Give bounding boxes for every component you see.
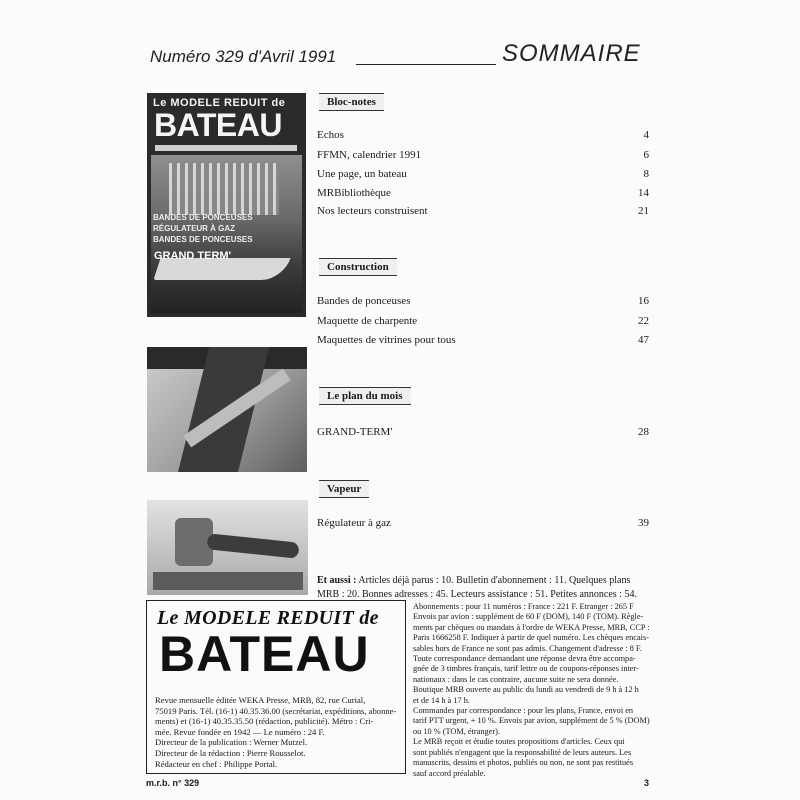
toc-entry[interactable] [317, 203, 649, 219]
toc-title: Echos [317, 129, 344, 141]
toc-entry[interactable] [317, 332, 649, 348]
masthead-line: 75019 Paris. Tél. (16-1) 40.35.36.00 (secrétariat, expéditions, abonne- [155, 705, 397, 716]
issue-label: Numéro 329 d'Avril 1991 [150, 47, 337, 66]
footer-issue: m.r.b. n° 329 [146, 778, 200, 788]
toc-entry[interactable] [317, 185, 649, 201]
gas-regulator-photo [147, 500, 308, 595]
masthead-line: Directeur de la publication : Werner Mutzel. [155, 737, 308, 748]
info-line: ou 10 % (TOM, étranger). [413, 726, 500, 736]
info-line: nationaux : dans le cas contraire, aucune suite ne sera donnée. [413, 674, 619, 684]
sanding-belt-photo [147, 347, 307, 472]
masthead-text [155, 695, 397, 769]
info-line: Le MRB reçoit et étudie toutes propositions d'articles. Ceux qui [413, 737, 625, 747]
masthead-line: Directeur de la rédaction : Pierre Rousselot. [155, 747, 306, 758]
info-line: tarif PTT urgent, + 10 %. Envois par avion, supplément de 5 % (DOM) [413, 716, 650, 726]
info-line: Abonnements : pour 11 numéros : France : 221 F. Etranger : 265 F [413, 602, 634, 611]
info-line: Envois par avion : supplément de 60 F (DOM), 140 F (TOM). Règle- [413, 612, 644, 622]
info-line: sables hors de France ne sont pas admis. Changement d'adresse : 8 F. [413, 643, 642, 653]
cover-strip [155, 145, 297, 151]
info-line: Commandes par correspondance : pour les plans, France, envoi en [413, 706, 634, 716]
toc-entry[interactable] [317, 313, 649, 329]
toc-page: 8 [643, 168, 649, 180]
cover-image [147, 93, 306, 317]
toc-page: 47 [638, 334, 649, 346]
toc-title: Bandes de ponceuses [317, 295, 411, 307]
subscription-info [413, 602, 651, 779]
info-line: manuscrits, dessins et photos, publiés ou non, ne sont pas restitués [413, 758, 634, 768]
photo-pipe [206, 533, 299, 559]
toc-title: Maquette de charpente [317, 315, 418, 327]
et-aussi [317, 574, 652, 602]
masthead-line: mée. Revue fondée en 1942 — Le numéro : 24 F. [155, 726, 325, 737]
toc-page: 39 [638, 517, 649, 529]
toc-title: Régulateur à gaz [317, 517, 391, 529]
toc-title: MRBibliothèque [317, 187, 391, 199]
toc-entry[interactable] [317, 147, 649, 163]
cover-line: BANDES DE PONCEUSES [153, 235, 253, 244]
info-line: sauf accord préalable. [413, 768, 486, 778]
masthead-line1: Le MODELE REDUIT de [157, 607, 379, 629]
header-rule [356, 64, 496, 65]
et-aussi-label: Et aussi : [317, 575, 357, 586]
toc-page: 16 [638, 295, 649, 307]
page-number: 3 [644, 778, 650, 788]
toc-entry[interactable] [317, 166, 649, 182]
page-title: SOMMAIRE [502, 40, 641, 67]
masthead-logo: BATEAU [159, 626, 370, 682]
masthead-box [146, 600, 406, 774]
toc-title: GRAND-TERM' [317, 426, 393, 438]
toc-entry[interactable] [317, 293, 649, 309]
toc-page: 21 [638, 205, 649, 217]
masthead-line: ments) et (16-1) 40.35.35.50 (rédaction, publicité). Métro : Cri- [155, 716, 374, 727]
section-heading: Bloc-notes [319, 93, 384, 111]
toc-page: 22 [638, 315, 649, 327]
photo-base [153, 572, 303, 590]
info-line: Toute correspondance demandant une réponse devra être accompa- [413, 654, 636, 664]
info-line: ments par chèques ou mandats à l'ordre de WEKA Presse, MRB, CCP : [413, 622, 650, 632]
toc-title: FFMN, calendrier 1991 [317, 149, 422, 161]
masthead-line: Revue mensuelle éditée WEKA Presse, MRB, 82, rue Curial, [155, 695, 366, 705]
masthead-line: Rédacteur en chef : Philippe Portal. [155, 758, 278, 769]
toc-page: 28 [638, 426, 649, 438]
info-line: et de 14 h à 17 h. [413, 695, 470, 705]
toc-entry[interactable] [317, 127, 649, 143]
section-heading: Construction [319, 258, 397, 276]
toc-entry[interactable] [317, 515, 649, 531]
toc-page: 6 [643, 149, 649, 161]
toc-title: Nos lecteurs construisent [317, 205, 428, 217]
info-line: Paris 1666258 F. Indiquer à partir de quel numéro. Les chèques encais- [413, 633, 649, 643]
info-line: gnée de 3 timbres français, tarif lettre ou de coupons-réponses inter- [413, 664, 639, 674]
cover-line: BANDES DE PONCEUSES [153, 213, 253, 222]
section-heading: Vapeur [319, 480, 369, 498]
toc-title: Maquettes de vitrines pour tous [317, 334, 456, 346]
info-line: Boutique MRB ouverte au public du lundi au vendredi de 9 h à 12 h [413, 685, 639, 695]
cover-grand-term: GRAND TERM' [154, 250, 232, 262]
toc-page: 4 [643, 129, 649, 141]
toc-page: 14 [638, 187, 649, 199]
cover-masthead-small: Le MODELE REDUIT de [153, 97, 286, 109]
cover-line: RÉGULATEUR À GAZ [153, 224, 236, 233]
toc-entry[interactable] [317, 424, 649, 440]
section-heading: Le plan du mois [319, 387, 411, 405]
toc-title: Une page, un bateau [317, 168, 407, 180]
et-aussi-text: Articles déjà parus : 10. Bulletin d'abonnement : 11. Quelques plans MRB : 20. Bonnes adresses : 45. Lecteurs assistance : 51. Petites annonces : 54. [317, 575, 637, 600]
cover-masthead-big: BATEAU [154, 107, 282, 143]
cover-ship-frame [169, 163, 279, 215]
info-line: sont publiés n'engagent que la responsabilité de leurs auteurs. Les [413, 747, 632, 757]
